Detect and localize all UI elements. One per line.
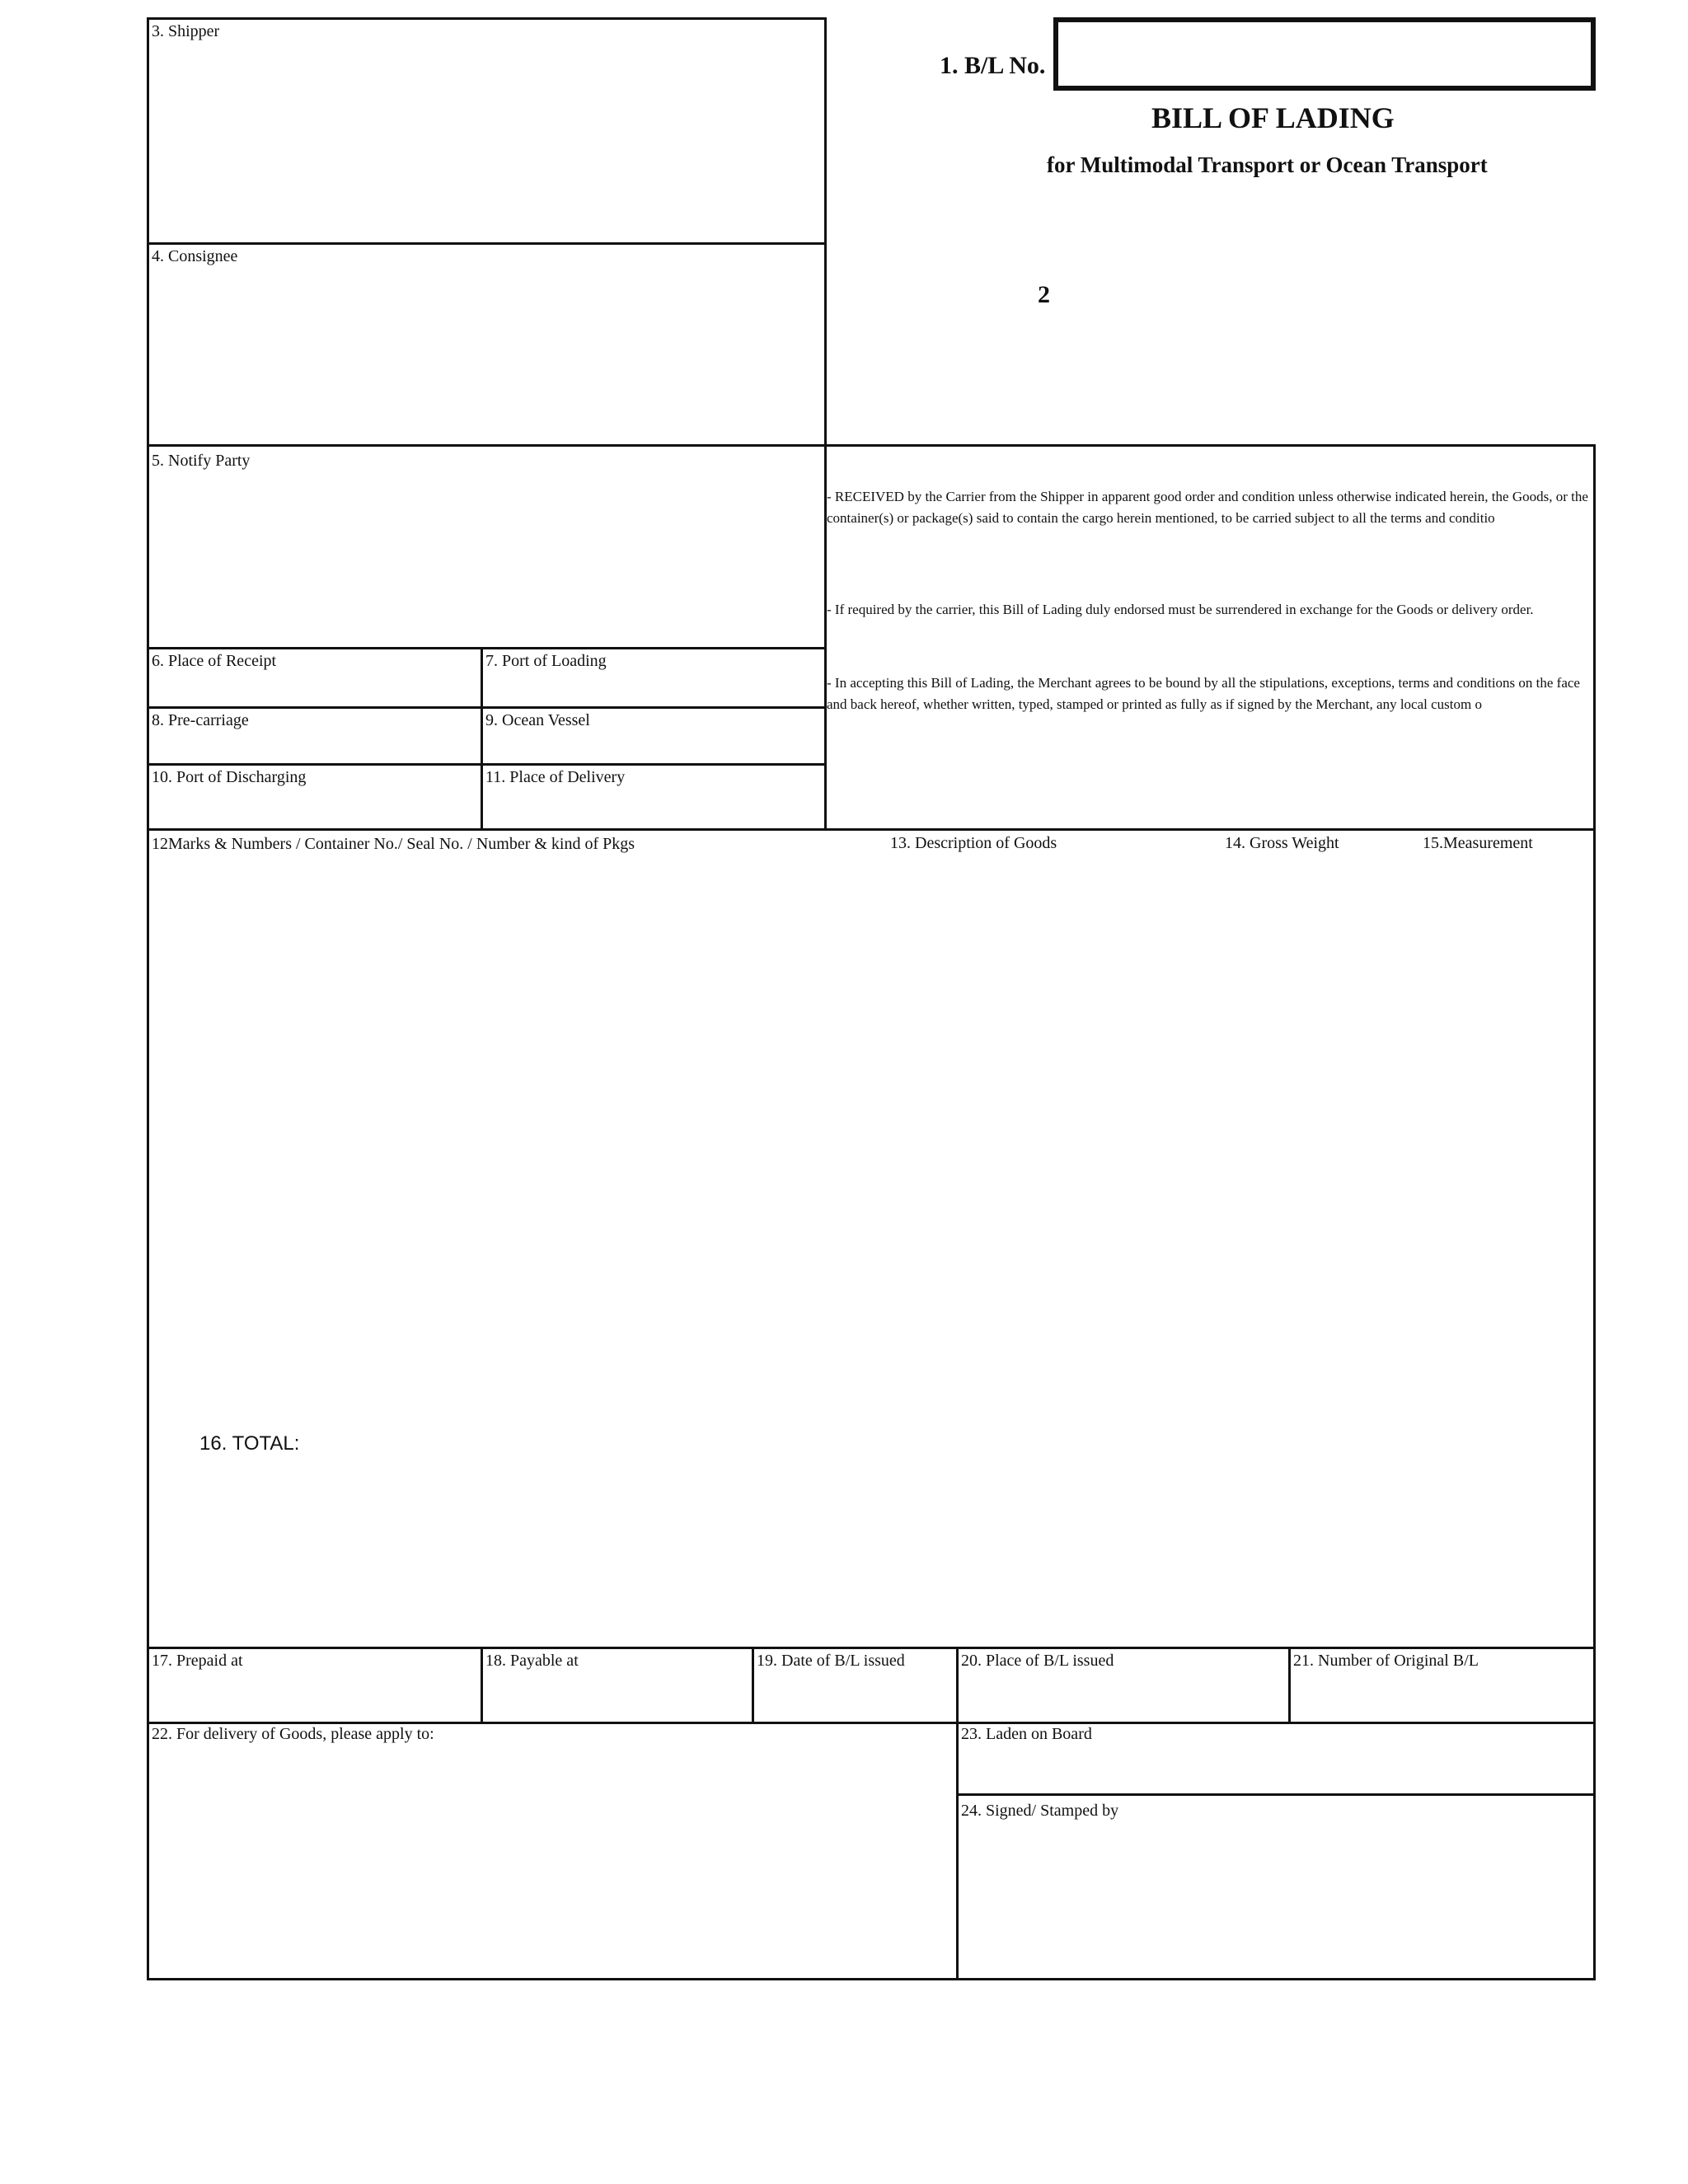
notify-party-label: 5. Notify Party — [152, 452, 251, 470]
divider — [147, 647, 827, 649]
date-issued-label: 19. Date of B/L issued — [757, 1652, 905, 1670]
laden-on-board-label: 23. Laden on Board — [961, 1725, 1092, 1743]
marks-numbers-header: 12Marks & Numbers / Container No./ Seal No. / Number & kind of Pkgs — [152, 835, 635, 853]
port-of-loading-label: 7. Port of Loading — [485, 652, 607, 670]
field-2-label: 2 — [1038, 281, 1050, 308]
divider — [1288, 1647, 1291, 1723]
delivery-apply-label: 22. For delivery of Goods, please apply to: — [152, 1725, 434, 1743]
divider — [147, 242, 827, 245]
terms-accepting: - In accepting this Bill of Lading, the Merchant agrees to be bound by all the stipulations, exceptions, terms and conditions on the face and back hereof, whether written, typed, stamped or printed as fully as if signed by the Merchant, any local custom o — [827, 675, 1580, 712]
divider — [147, 444, 827, 447]
divider — [147, 763, 827, 766]
divider — [481, 1647, 483, 1723]
total-label: 16. TOTAL: — [199, 1432, 300, 1455]
divider — [147, 706, 827, 709]
goods-frame — [147, 828, 1596, 1980]
description-of-goods-header: 13. Description of Goods — [890, 834, 1057, 852]
measurement-header: 15.Measurement — [1423, 834, 1533, 852]
terms-received: - RECEIVED by the Carrier from the Shipper in apparent good order and condition unless otherwise indicated herein, the Goods, or the container(s) or package(s) said to contain the cargo herein mentioned, to be carried subject to all the terms and conditio — [827, 489, 1588, 526]
port-of-discharging-label: 10. Port of Discharging — [152, 768, 307, 786]
shipper-label: 3. Shipper — [152, 22, 220, 40]
pre-carriage-label: 8. Pre-carriage — [152, 711, 249, 729]
divider — [956, 1647, 959, 1980]
divider — [147, 1647, 1596, 1649]
gross-weight-header: 14. Gross Weight — [1225, 834, 1339, 852]
document-title: BILL OF LADING — [1151, 101, 1395, 134]
divider — [752, 1647, 754, 1723]
bl-no-label: 1. B/L No. — [940, 52, 1046, 79]
terms-surrender: - If required by the carrier, this Bill of Lading duly endorsed must be surrendered in exchange for the Goods or delivery order. — [827, 602, 1534, 617]
signed-stamped-label: 24. Signed/ Stamped by — [961, 1802, 1119, 1820]
ocean-vessel-label: 9. Ocean Vessel — [485, 711, 590, 729]
divider — [956, 1793, 1596, 1796]
prepaid-at-label: 17. Prepaid at — [152, 1652, 243, 1670]
place-of-delivery-label: 11. Place of Delivery — [485, 768, 626, 786]
number-original-label: 21. Number of Original B/L — [1293, 1652, 1479, 1670]
place-issued-label: 20. Place of B/L issued — [961, 1652, 1114, 1670]
document-subtitle: for Multimodal Transport or Ocean Transport — [1047, 152, 1488, 177]
bl-no-field[interactable] — [1053, 17, 1596, 91]
divider — [481, 647, 483, 831]
consignee-label: 4. Consignee — [152, 247, 238, 265]
place-of-receipt-label: 6. Place of Receipt — [152, 652, 277, 670]
payable-at-label: 18. Payable at — [485, 1652, 579, 1670]
